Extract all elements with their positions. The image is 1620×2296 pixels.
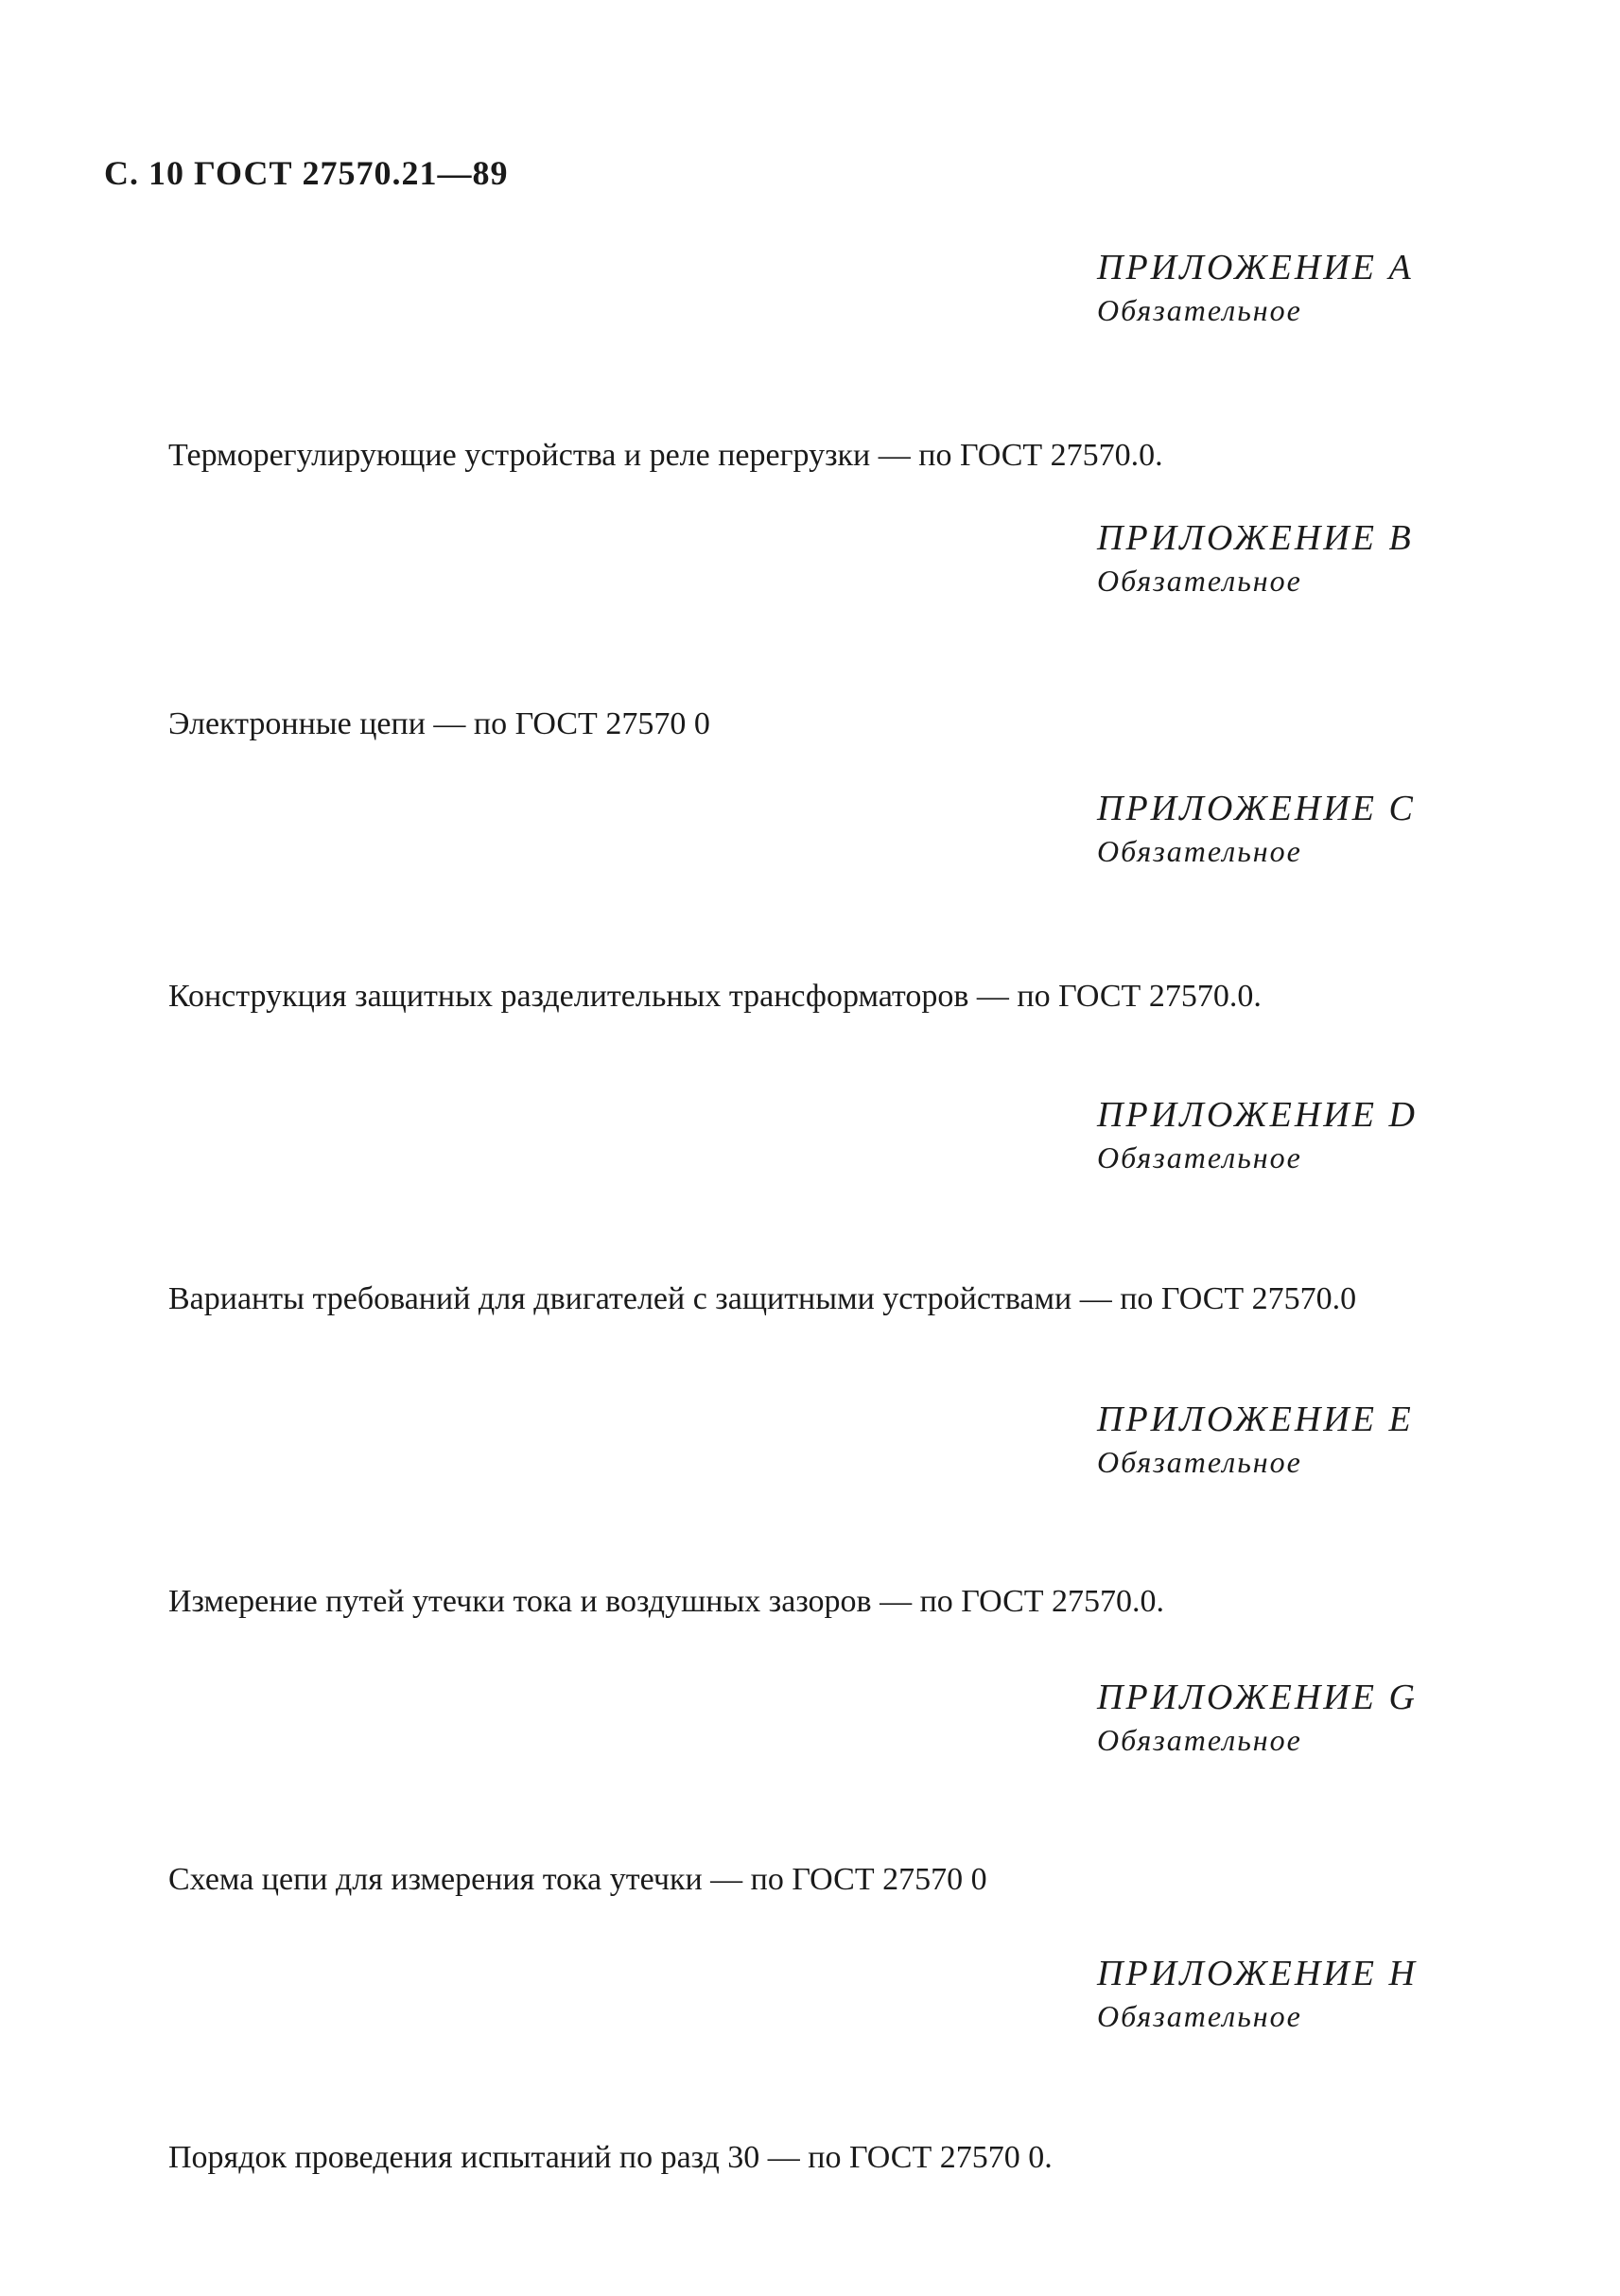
appendix-title: ПРИЛОЖЕНИЕ H [1097, 1954, 1418, 1993]
appendix-title: ПРИЛОЖЕНИЕ A [1097, 248, 1414, 287]
appendix-a-text: Терморегулирующие устройства и реле перегрузки — по ГОСТ 27570.0. [168, 438, 1163, 473]
appendix-status: Обязательное [1097, 1723, 1302, 1757]
appendix-status: Обязательное [1097, 1445, 1302, 1479]
appendix-h-heading [1097, 1952, 1513, 2037]
appendix-title: ПРИЛОЖЕНИЕ E [1097, 1400, 1414, 1439]
appendix-e-text: Измерение путей утечки тока и воздушных зазоров — по ГОСТ 27570.0. [168, 1584, 1165, 1619]
page-header: С. 10 ГОСТ 27570.21—89 [104, 154, 509, 192]
appendix-status: Обязательное [1097, 1140, 1302, 1174]
appendix-g-heading [1097, 1676, 1513, 1761]
appendix-b-heading [1097, 516, 1513, 601]
appendix-title: ПРИЛОЖЕНИЕ G [1097, 1678, 1418, 1717]
appendix-c-heading [1097, 787, 1513, 872]
appendix-c-text: Конструкция защитных разделительных трансформаторов — по ГОСТ 27570.0. [168, 979, 1262, 1014]
appendix-a-heading [1097, 246, 1513, 331]
appendix-e-heading [1097, 1398, 1513, 1483]
appendix-status: Обязательное [1097, 564, 1302, 598]
appendix-d-text: Варианты требований для двигателей с защитными устройствами — по ГОСТ 27570.0 [168, 1281, 1357, 1316]
appendix-d-heading [1097, 1093, 1513, 1178]
appendix-status: Обязательное [1097, 834, 1302, 868]
appendix-h-text: Порядок проведения испытаний по разд 30 — по ГОСТ 27570 0. [168, 2140, 1053, 2175]
appendix-title: ПРИЛОЖЕНИЕ D [1097, 1095, 1418, 1135]
appendix-title: ПРИЛОЖЕНИЕ C [1097, 789, 1416, 828]
appendix-status: Обязательное [1097, 1999, 1302, 2033]
appendix-g-text: Схема цепи для измерения тока утечки — по ГОСТ 27570 0 [168, 1862, 987, 1897]
appendix-title: ПРИЛОЖЕНИЕ B [1097, 518, 1414, 558]
appendix-status: Обязательное [1097, 293, 1302, 327]
appendix-b-text: Электронные цепи — по ГОСТ 27570 0 [168, 706, 710, 741]
